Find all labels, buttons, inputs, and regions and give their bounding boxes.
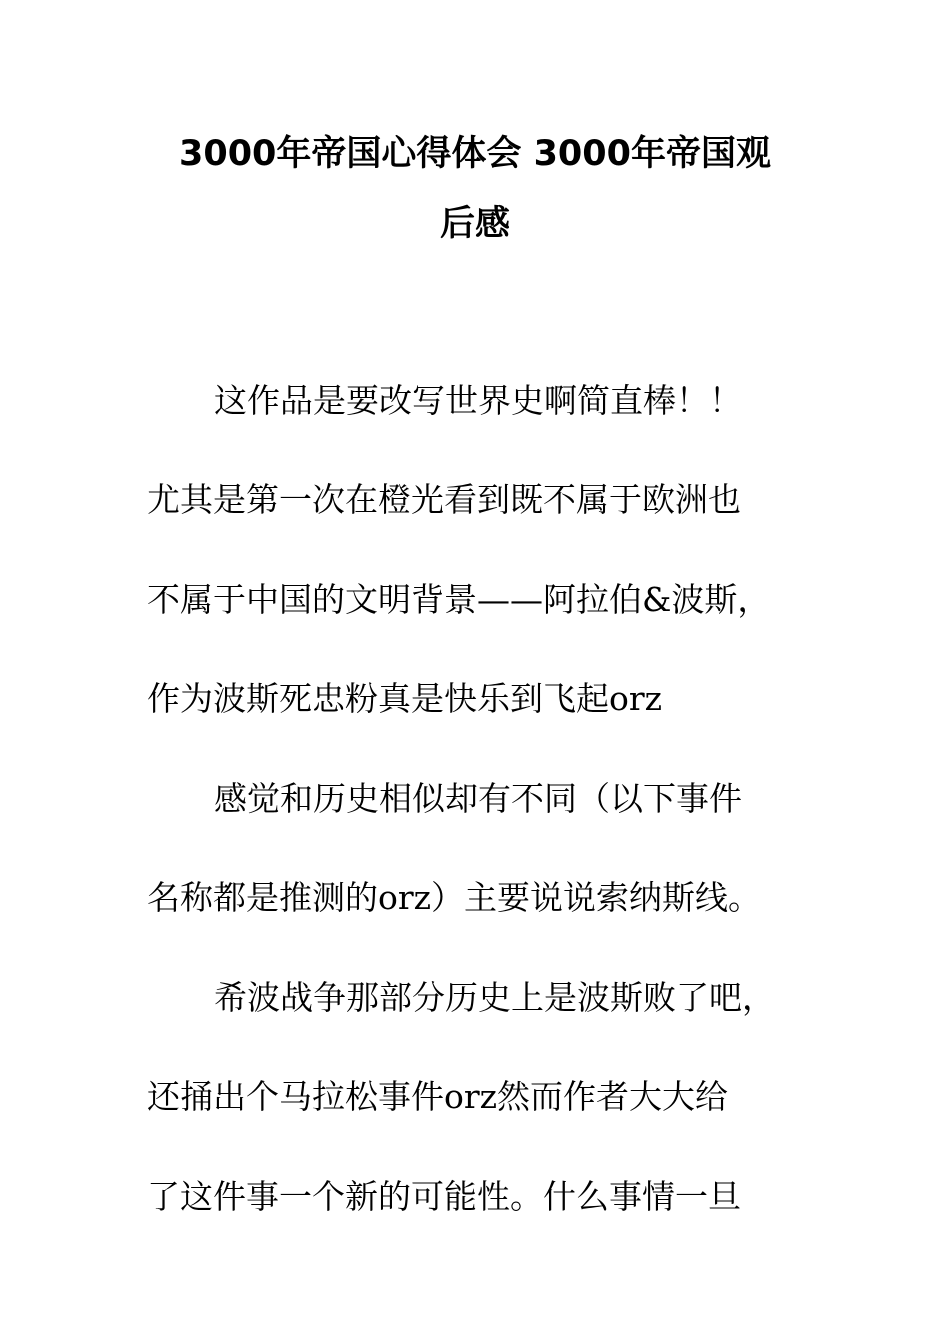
title-line-2: 后感: [439, 204, 510, 244]
body-line-2: 尤其是第一次在橙光看到既不属于欧洲也: [147, 480, 741, 519]
body-line-7: 希波战争那部分历史上是波斯败了吧，: [214, 978, 775, 1017]
body-line-9: 了这件事一个新的可能性。什么事情一旦: [147, 1177, 741, 1216]
body-line-5: 感觉和历史相似却有不同（以下事件: [214, 779, 742, 818]
body-line-8: 还捅出个马拉松事件orz然而作者大大给: [147, 1077, 729, 1116]
title-line-1: 3000年帝国心得体会 3000年帝国观: [178, 134, 771, 174]
body-line-6: 名称都是推测的orz）主要说说索纳斯线。: [147, 878, 762, 917]
document-title: [140, 119, 810, 259]
body-line-3: 不属于中国的文明背景——阿拉伯&波斯，: [147, 580, 771, 619]
body-line-1: 这作品是要改写世界史啊简直棒！！: [214, 381, 742, 420]
body-line-4: 作为波斯死忠粉真是快乐到飞起orz: [147, 679, 663, 718]
